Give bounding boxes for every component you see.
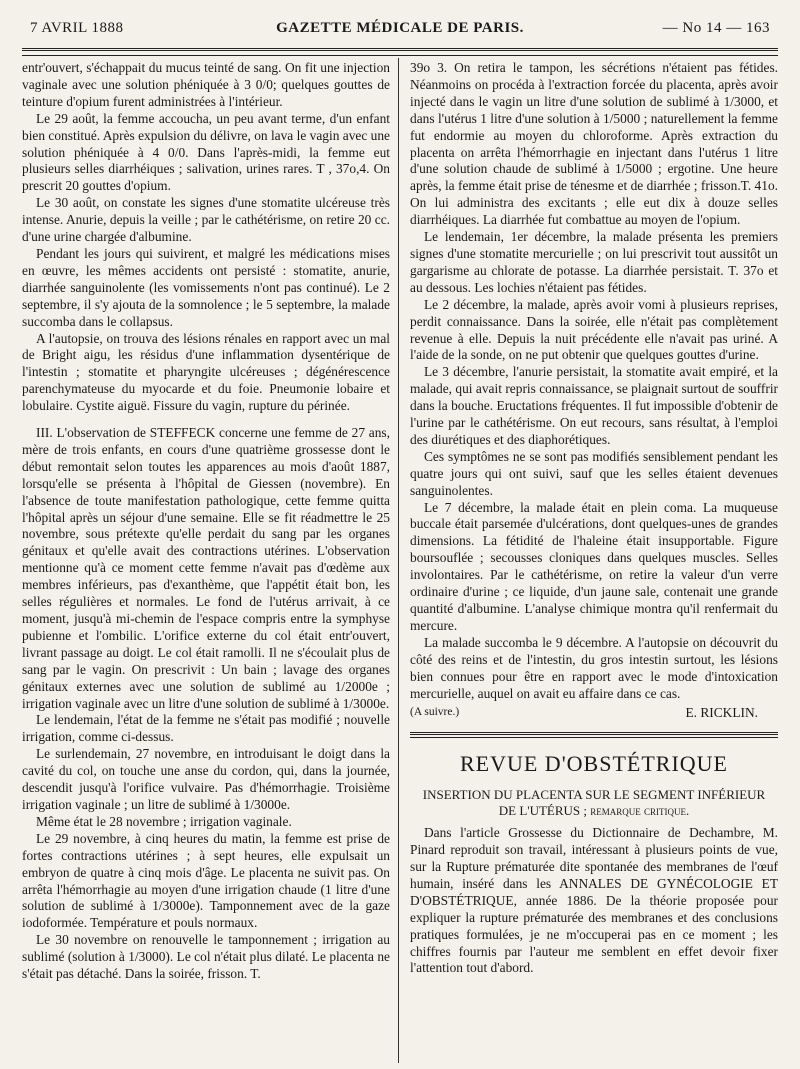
paragraph: entr'ouvert, s'échappait du mucus teinté de sang. On fit une injection vaginale avec une solution phéniquée à 3 0/0; quelques gouttes de teinture d'opium furent administrées à l'intérieur. xyxy=(22,60,390,109)
section-rule xyxy=(410,732,778,735)
paragraph: Le 7 décembre, la malade était en plein coma. La muqueuse buccale était parsemée d'ulcérations, dont quelques-unes de grandes dimensions. La fétidité de l'haleine était insupportable. Figure boursouflée ; secousses cloniques dans quelques muscles. Selles involontaires. Par le cathétérisme, on retire la valeur d'un verre ordinaire d'urine ; ce liquide, d'un jaune sale, contenait une grande quantité d'albumine. L'analyse chimique montra qu'il renfermait du mercure. xyxy=(410,499,778,633)
paragraph: Même état le 28 novembre ; irrigation vaginale. xyxy=(36,813,292,829)
paragraph: Le surlendemain, 27 novembre, en introduisant le doigt dans la cavité du col, on touche une anse du cordon, qui, dans la journée, descendit jusqu'à l'orifice vulvaire. Pas d'hémorrhagie. Troisième irrigation vaginale ; un litre de sublimé à 1/3000e. xyxy=(22,746,390,812)
right-column xyxy=(410,60,778,1063)
section-rule-thin xyxy=(410,737,778,738)
paragraph: Dans l'article Grossesse du Dictionnaire de Dechambre, M. Pinard reproduit son travail, intéressant à plusieurs points de vue, sur la Rupture prématurée dite spontanée des membranes de l'œuf humain, inséré dans les ANNALES DE GYNÉCOLOGIE ET D'OBSTÉTRIQUE, année 1886. De la théorie proposée pour expliquer la rupture prématurée des membranes et des conclusions pratiques formulées, je ne m'occuperai pas en ce moment ; les chiffres fournis par l'auteur me semblent en effet devoir fixer l'attention tout d'abord. xyxy=(410,825,778,976)
left-column xyxy=(22,60,390,1063)
paragraph: Le 29 novembre, à cinq heures du matin, la femme est prise de fortes contractions utérines ; à sept heures, elle expulsait un embryon de quatre à cinq mois d'âge. Le placenta ne suivit pas. On arrêta l'hémorrhagie au moyen d'une irrigation chaude (1 litre d'une solution de sublimé à 1/3000e). Tamponnement avec de la gaze iodoformée. Température et pouls normaux. xyxy=(22,830,390,931)
page-header xyxy=(30,18,770,40)
paragraph: 39o 3. On retira le tampon, les sécrétions n'étaient pas fétides. Néanmoins on procéda à l'extraction forcée du placenta, après avoir injecté dans le vagin un litre d'une solution de sublimé à 1/3000, et dans l'utérus 1 litre d'une solution à 1/5000 ; naturellement la femme fut endormie au moyen du chloroforme. Après extraction du placenta on arrêta l'hémorrhagie en injectant dans l'utérus 1 litre d'une solution chaude de sublimé à 1/5000 ; ergotine. Une heure après, la femme était prise de ténesme et de diarrhée ; frisson.T. 41o. On lui administra des excitants ; elle eut dix à douze selles diarrhéiques. La diarrhée fut combattue au moyen de l'opium. xyxy=(410,60,778,228)
to-be-continued: (A suivre.) xyxy=(410,706,460,719)
paragraph: Le 2 décembre, la malade, après avoir vomi à plusieurs reprises, perdit connaissance. Dans la soirée, elle n'était pas complètement revenue à elle. Depuis la nuit précédente elle n'avait pas uriné. A l'aide de la sonde, on ne put obtenir que quelques gouttes d'urine. xyxy=(410,296,778,363)
paragraph: Le 30 août, on constate les signes d'une stomatite ulcéreuse très intense. Anurie, depuis la veille ; par le cathétérisme, on retire 20 cc. d'une urine chargée d'albumine. xyxy=(22,195,390,245)
paragraph: A l'autopsie, on trouva des lésions rénales en rapport avec un mal de Bright aigu, les résidus d'une inflammation dysentérique de l'intestin ; stomatite et pharyngite ulcéreuses ; dégénérescence parenchymateuse du myocarde et du foie. Pneumonie lobaire et lobulaire. Cystite aiguë. Fissure du vagin, rupture du périnée. xyxy=(22,330,390,414)
column-divider xyxy=(398,58,399,1063)
paragraph: III. L'observation de STEFFECK concerne une femme de 27 ans, mère de trois enfants, en cours d'une quatrième grossesse dont le début remontait selon toutes les apparences au mois d'août 1887, lorsqu'elle se présenta à l'hôpital de Giessen (novembre). En l'absence de toute manifestation pathologique, cette femme quitta l'hôpital après un séjour d'une semaine. Elle se fit réadmettre le 25 novembre, sous prétexte qu'elle perdait du sang par les organes génitaux et qu'elle avait des contractions utérines. L'observation mentionne qu'à ce moment cette femme n'avait pas d'œdème aux membres inférieurs, pas d'exanthème, que l'appétit était bon, les selles régulières et normales. Le fond de l'utérus arrivait, à ce moment, jusqu'à mi-chemin de l'espace compris entre la symphyse pubienne et l'ombilic. L'orifice externe du col était entr'ouvert, livrant passage au doigt. Le col était ramolli. Il ne s'écoulait plus de sang par le vagin. On prescrivit : Un bain ; lavage des organes génitaux externes avec une solution de sublimé au 1/2000e ; irrigation vaginale avec un litre d'une solution de sublimé à 1/3000e. xyxy=(22,425,390,711)
paragraph: Le lendemain, l'état de la femme ne s'était pas modifié ; nouvelle irrigation, comme ci-dessus. xyxy=(22,712,390,745)
paragraph: Ces symptômes ne se sont pas modifiés sensiblement pendant les quatre jours qui ont suivi, sauf que les selles étaient devenues sanguinolentes. xyxy=(410,448,778,498)
header-date: 7 AVRIL 1888 xyxy=(30,20,124,36)
subtitle-line-2: DE L'UTÉRUS ; remarque critique. xyxy=(498,803,690,819)
header-page-number: — No 14 — 163 xyxy=(662,20,770,36)
paragraph: Le lendemain, 1er décembre, la malade présenta les premiers signes d'une stomatite mercurielle ; on lui prescrivit tout aussitôt un gargarisme au chlorate de potasse. La diarrhée persistait. T. 37o et au dessous. Les lochies n'étaient pas fétides. xyxy=(410,229,778,295)
paragraph: Pendant les jours qui suivirent, et malgré les médications mises en œuvre, les mêmes accidents ont persisté : stomatite, anurie, diarrhée sanguinolente (les vomissements n'ont pas continué). Le 2 septembre, il s'y ajouta de la somnolence ; le 5 septembre, la malade succomba dans le collapsus. xyxy=(22,245,390,329)
header-rule-thin xyxy=(22,55,778,56)
subtitle-line-1: INSERTION DU PLACENTA SUR LE SEGMENT INFÉRIEUR xyxy=(422,787,766,803)
spacer xyxy=(22,415,390,425)
paragraph: La malade succomba le 9 décembre. A l'autopsie on découvrit du côté des reins et de l'intestin, du gros intestin surtout, les lésions bien connues pour être en rapport avec le mode d'intoxication mercurielle, auquel on avait eu affaire dans ce cas. xyxy=(410,634,778,701)
paragraph: Le 30 novembre on renouvelle le tamponnement ; irrigation au sublimé (solution à 1/3000). Le col n'était plus dilaté. Le placenta ne s'était pas détaché. Dans la soirée, frisson. T. xyxy=(22,932,390,982)
paragraph: Le 3 décembre, l'anurie persistait, la stomatite avait empiré, et la malade, qui avait repris connaissance, se plaignait surtout de souffrir dans la bouche. Eructations fréquentes. Il fut impossible d'obtenir de l'urine par le cathétérisme. On eut recours, sans résultat, à l'emploi des diurétiques et des diaphorétiques. xyxy=(410,364,778,447)
paragraph: Le 29 août, la femme accoucha, un peu avant terme, d'un enfant bien constitué. Après expulsion du délivre, on lava le vagin avec une solution phéniquée à 4 0/0. Dans l'après-midi, la femme eut plusieurs selles diarrhéiques ; salivation, urines rares. T , 37o,4. On prescrit 20 gouttes d'opium. xyxy=(22,110,390,194)
author-signature: E. RICKLIN. xyxy=(685,705,758,721)
header-rule xyxy=(22,48,778,51)
article-subtitle xyxy=(410,787,778,819)
header-title: GAZETTE MÉDICALE DE PARIS. xyxy=(276,20,524,36)
section-title: REVUE D'OBSTÉTRIQUE xyxy=(459,751,728,777)
